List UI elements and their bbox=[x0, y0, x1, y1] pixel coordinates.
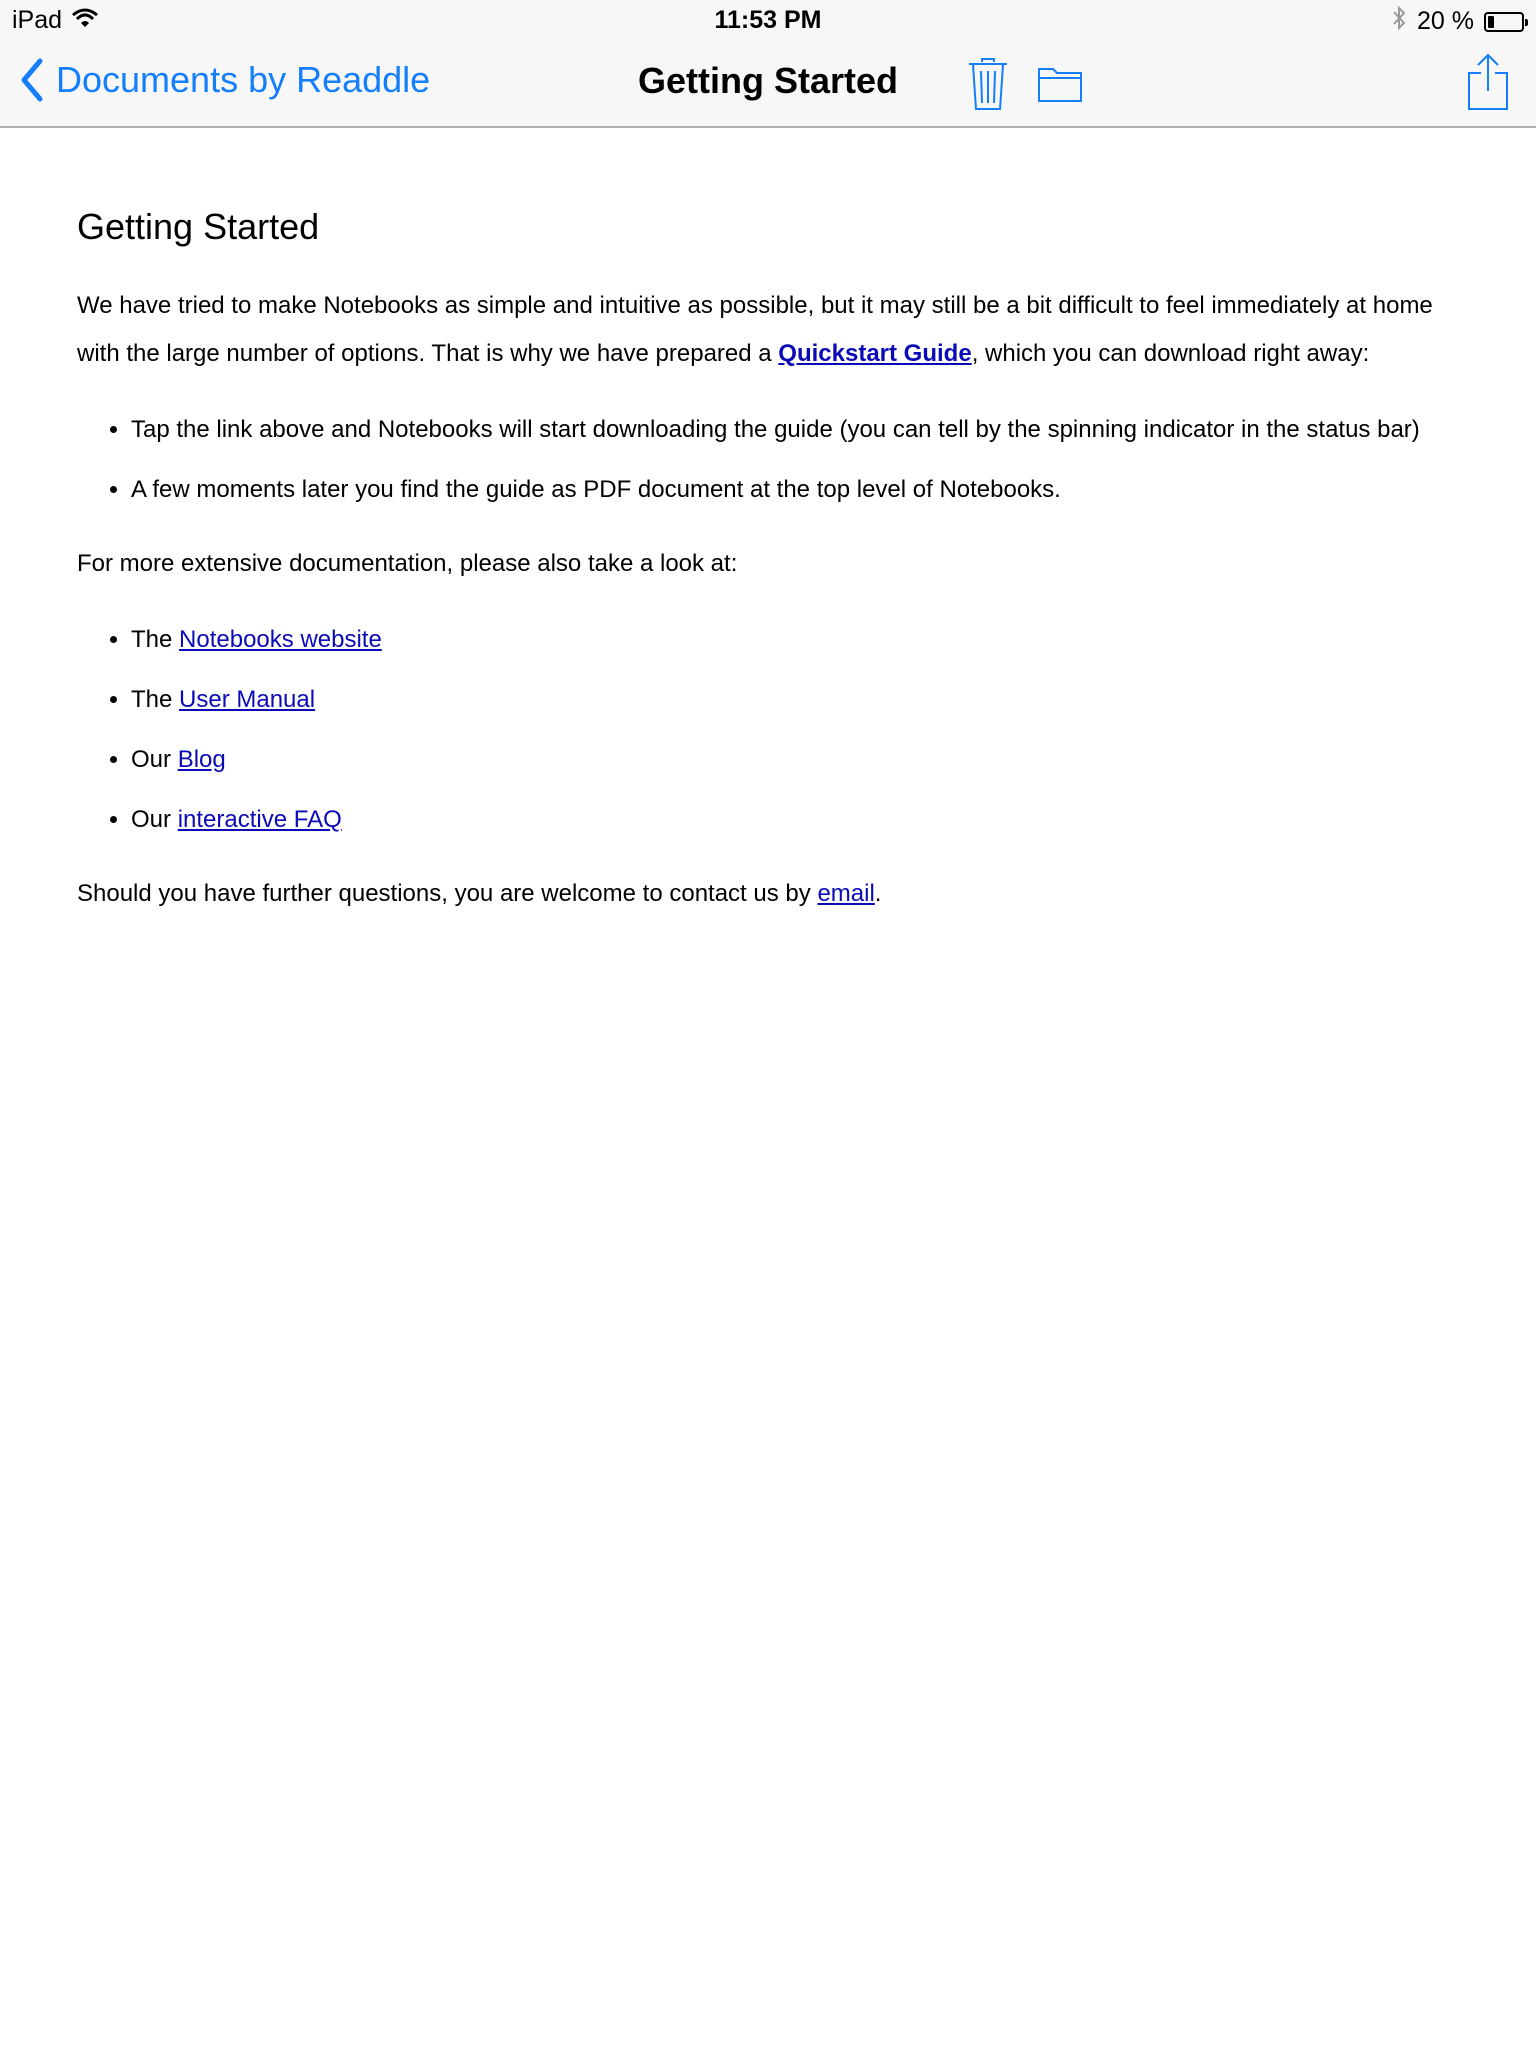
folder-button[interactable] bbox=[1030, 54, 1090, 114]
nav-title: Getting Started bbox=[637, 60, 898, 101]
device-name: iPad bbox=[12, 6, 63, 34]
intro-text: We have tried to make Notebooks as simple and intuitive as possible, but it may still be a bit difficult to feel immediately at home with the large number of options. That is why we have prepared a bbox=[77, 292, 1433, 367]
intro-text-end: , which you can download right away: bbox=[971, 340, 1370, 367]
trash-button[interactable] bbox=[958, 54, 1018, 114]
back-button-label: Documents by Readdle bbox=[56, 59, 431, 100]
folder-icon bbox=[1037, 64, 1083, 104]
list-item: • Tap the link above and Notebooks will start downloading the guide (you can tell by the spinning indicator in the status bar) bbox=[131, 406, 1477, 454]
share-icon bbox=[1467, 53, 1509, 111]
list-item: • A few moments later you find the guide as PDF document at the top level of Notebooks. bbox=[131, 466, 1477, 514]
resource-prefix: Our bbox=[131, 746, 178, 773]
document-content bbox=[77, 198, 1477, 946]
battery-tip bbox=[1525, 19, 1528, 26]
list-item bbox=[131, 736, 1477, 784]
trash-icon bbox=[968, 57, 1008, 111]
share-button[interactable] bbox=[1458, 52, 1518, 112]
download-steps-list bbox=[77, 406, 1477, 514]
status-bar bbox=[0, 0, 1536, 40]
interactive-faq-link[interactable]: interactive FAQ bbox=[177, 806, 342, 833]
quickstart-guide-link[interactable]: Quickstart Guide bbox=[778, 340, 972, 367]
navigation-bar bbox=[0, 40, 1536, 128]
chevron-left-icon bbox=[20, 58, 44, 102]
list-item bbox=[131, 616, 1477, 664]
resources-list bbox=[77, 616, 1477, 844]
email-link[interactable]: email bbox=[817, 880, 875, 907]
battery-percent: 20 % bbox=[1417, 7, 1474, 35]
status-time: 11:53 PM bbox=[714, 6, 822, 34]
contact-text: Should you have further questions, you are welcome to contact us by bbox=[77, 880, 818, 907]
document-title: Getting Started bbox=[77, 206, 320, 247]
resource-prefix: The bbox=[131, 626, 180, 653]
list-item bbox=[131, 796, 1477, 844]
intro-paragraph bbox=[77, 282, 1477, 378]
contact-text-end: . bbox=[874, 880, 882, 907]
battery-icon bbox=[1484, 12, 1524, 32]
list-item bbox=[131, 676, 1477, 724]
blog-link[interactable]: Blog bbox=[177, 746, 226, 773]
resource-prefix: Our bbox=[131, 806, 178, 833]
resource-prefix: The bbox=[131, 686, 180, 713]
contact-paragraph bbox=[77, 870, 1477, 918]
more-docs-paragraph: For more extensive documentation, please also take a look at: bbox=[77, 550, 738, 577]
user-manual-link[interactable]: User Manual bbox=[179, 686, 316, 713]
back-button[interactable] bbox=[20, 58, 430, 102]
status-right bbox=[1391, 6, 1524, 37]
bluetooth-icon bbox=[1391, 6, 1407, 37]
battery-level bbox=[1488, 16, 1494, 28]
notebooks-website-link[interactable]: Notebooks website bbox=[179, 626, 382, 653]
